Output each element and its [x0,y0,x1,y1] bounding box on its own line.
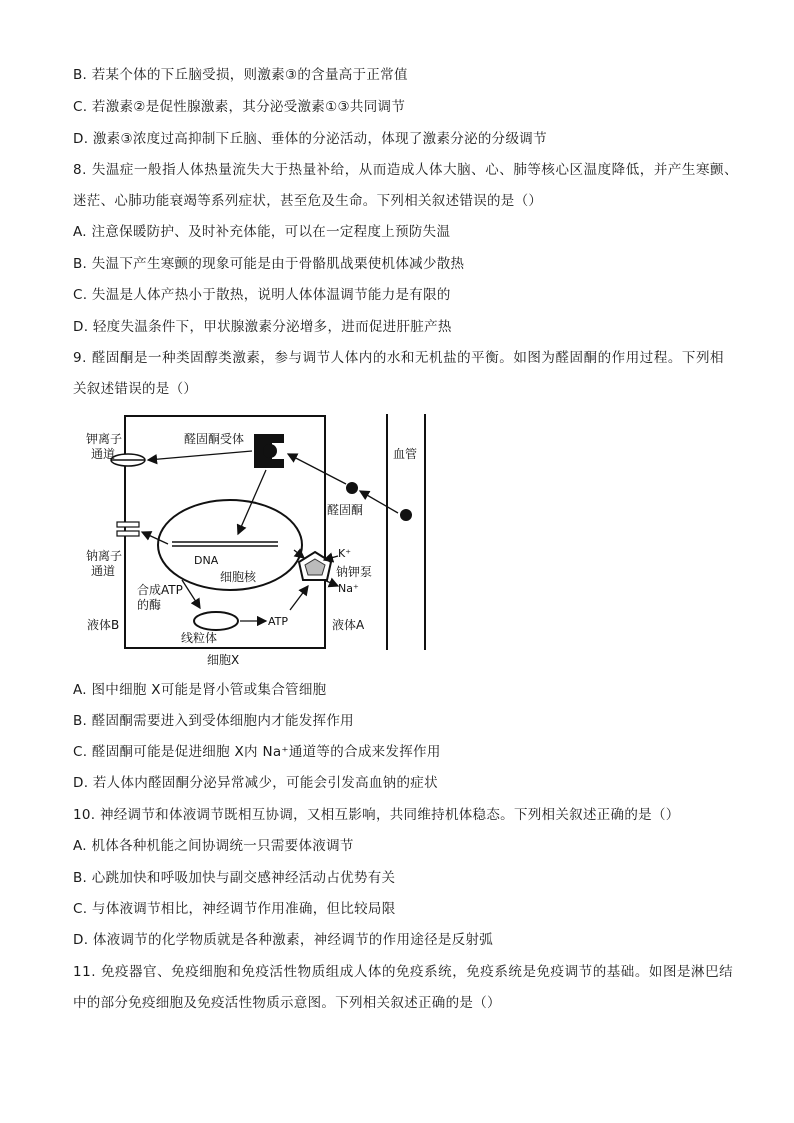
label-sodium-channel-2: 通道 [91,564,116,578]
label-fluid-a: 液体A [332,618,365,632]
q8-option-d: D. 轻度失温条件下，甲状腺激素分泌增多，进而促进肝脏产热 [73,319,452,335]
label-enzyme-2: 的酶 [137,598,162,612]
label-potassium-channel-1: 钾离子 [86,432,123,446]
q7-option-b: B. 若某个体的下丘脑受损，则激素③的含量高于正常值 [73,67,408,83]
label-nucleus: 细胞核 [220,570,257,584]
q8-option-c: C. 失温是人体产热小于散热，说明人体体温调节能力是有限的 [73,287,451,303]
label-na-ion: Na⁺ [338,582,359,595]
label-dna: DNA [194,554,219,567]
q9-option-b: B. 醛固酮需要进入到受体细胞内才能发挥作用 [73,713,354,729]
q9-option-c: C. 醛固酮可能是促进细胞 X内 Na⁺通道等的合成来发挥作用 [73,744,441,760]
q8-stem-line2: 迷茫、心肺功能衰竭等系列症状，甚至危及生命。下列相关叙述错误的是（） [73,193,543,209]
label-mitochondria: 线粒体 [181,631,218,645]
q10-option-b: B. 心跳加快和呼吸加快与副交感神经活动占优势有关 [73,870,396,886]
q10-option-a: A. 机体各种机能之间协调统一只需要体液调节 [73,838,354,854]
q11-stem-line1: 11. 免疫器官、免疫细胞和免疫活性物质组成人体的免疫系统，免疫系统是免疫调节的基础。如图是淋巴结 [73,964,734,980]
label-potassium-channel-2: 通道 [91,447,116,461]
label-pump: 钠钾泵 [336,565,373,579]
q10-option-d: D. 体液调节的化学物质就是各种激素，神经调节的作用途径是反射弧 [73,932,494,948]
receptor-shape [254,434,284,468]
q10-stem: 10. 神经调节和体液调节既相互协调，又相互影响，共同维持机体稳态。下列相关叙述正确的是（） [73,807,680,823]
aldosterone-diagram [80,410,440,672]
q11-stem-line2: 中的部分免疫细胞及免疫活性物质示意图。下列相关叙述正确的是（） [73,995,501,1011]
label-cell-x: 细胞X [207,653,240,667]
q7-option-d: D. 激素③浓度过高抑制下丘脑、垂体的分泌活动，体现了激素分泌的分级调节 [73,131,547,147]
label-vessel: 血管 [393,447,418,461]
label-k-ion: K⁺ [338,547,352,560]
q8-option-b: B. 失温下产生寒颤的现象可能是由于骨骼肌战栗使机体减少散热 [73,256,465,272]
label-sodium-channel-1: 钠离子 [86,549,123,563]
sodium-potassium-pump-shape [299,552,331,580]
label-enzyme-1: 合成ATP [137,583,183,597]
label-atp: ATP [268,615,289,628]
q8-option-a: A. 注意保暖防护、及时补充体能，可以在一定程度上预防失温 [73,224,451,240]
label-receptor: 醛固酮受体 [184,432,245,446]
aldosterone-molecule-1 [346,482,358,494]
potassium-channel-shape [111,454,145,466]
q9-option-d: D. 若人体内醛固酮分泌异常减少，可能会引发高血钠的症状 [73,775,438,791]
q8-stem-line1: 8. 失温症一般指人体热量流失大于热量补给，从而造成人体大脑、心、肺等核心区温度降低，并产生寒颤、 [73,162,739,178]
label-aldosterone: 醛固酮 [327,503,364,517]
aldosterone-molecule-2 [400,509,412,521]
label-fluid-b: 液体B [87,618,120,632]
q9-stem-line1: 9. 醛固酮是一种类固醇类激素，参与调节人体内的水和无机盐的平衡。如图为醛固酮的作用过程。下列相 [73,350,725,366]
q9-stem-line2: 关叙述错误的是（） [73,381,198,397]
q9-option-a: A. 图中细胞 X可能是肾小管或集合管细胞 [73,682,327,698]
q10-option-c: C. 与体液调节相比，神经调节作用准确，但比较局限 [73,901,396,917]
q7-option-c: C. 若激素②是促性腺激素，其分泌受激素①③共同调节 [73,99,406,115]
mitochondrion-shape [194,612,238,630]
sodium-channel-shape [117,522,139,536]
